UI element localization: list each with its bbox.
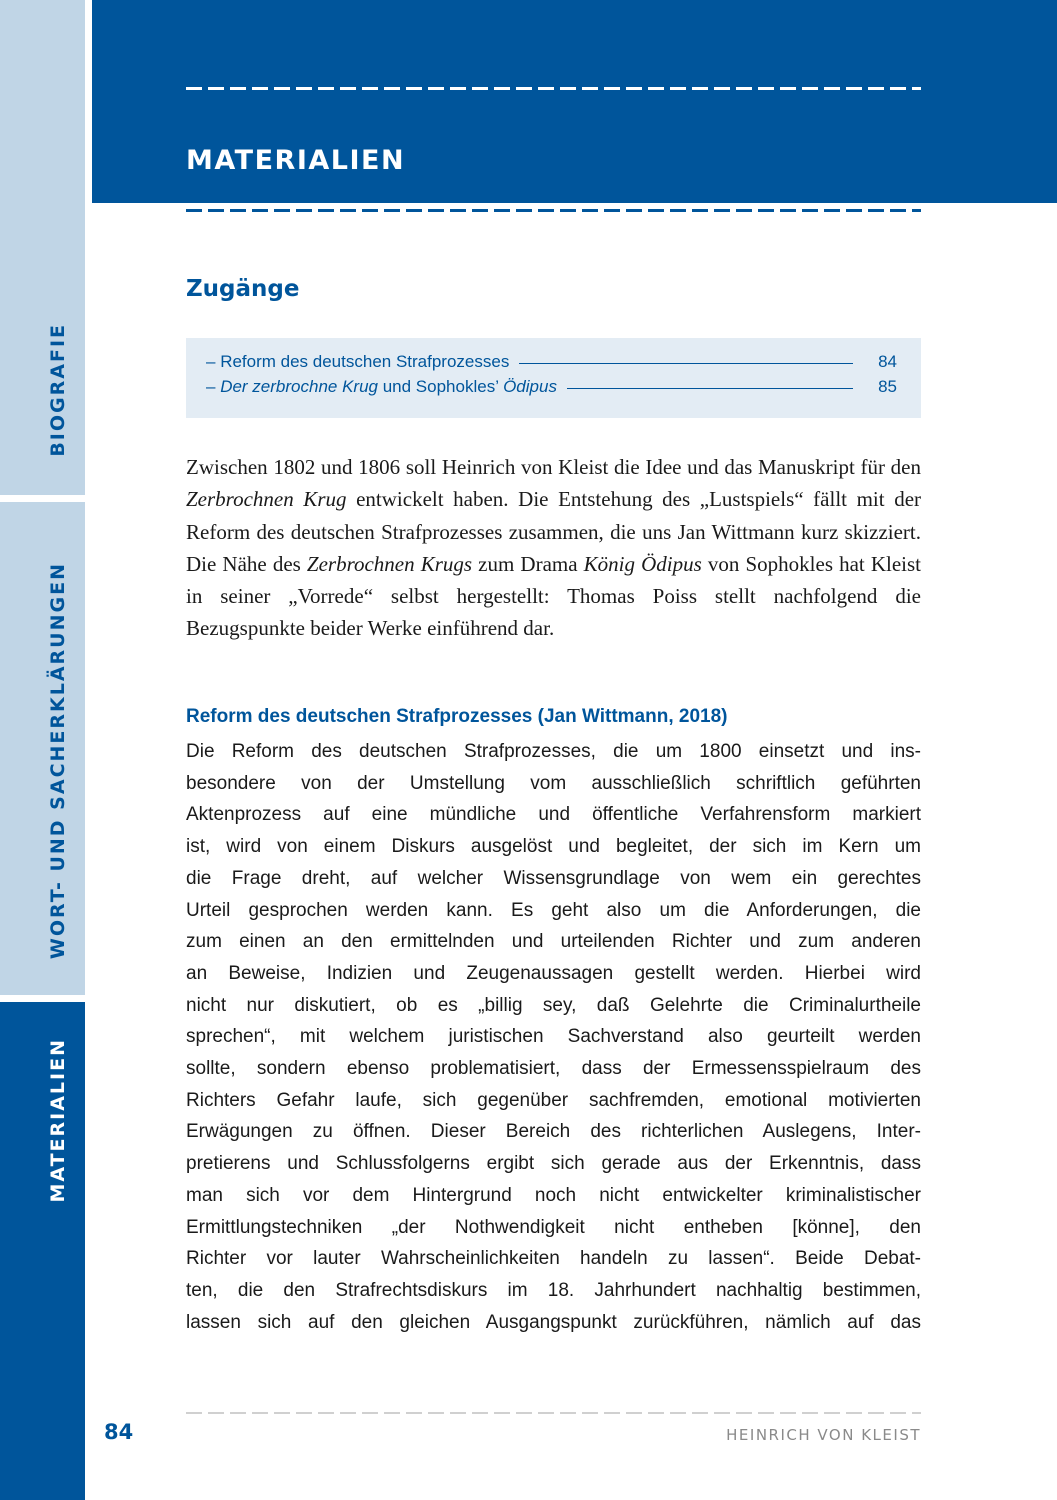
body-line: ten, die den Strafrechtsdiskurs im 18. Jahrhundert nachhaltig bestimmen, <box>186 1279 921 1301</box>
intro-paragraph: Zwischen 1802 und 1806 soll Heinrich von Kleist die Idee und das Manuskript für den Zerbrochnen Krug entwickelt haben. Die Entstehung des „Lustspiels“ fällt mit der Reform des deutschen Strafprozesses zusammen, die uns Jan Wittmann kurz skizziert. Die Nähe des Zerbrochnen Krugs zum Drama König Ödipus von Sophokles hat Kleist in seiner „Vorrede“ selbst hergestellt: Thomas Poiss stellt nachfolgend die Bezugspunkte beider Werke einführend dar. <box>186 455 922 641</box>
sidebar-tab-label: BIOGRAFIE <box>47 323 69 457</box>
sidebar-tab-wort-und-sacherklaerungen[interactable] <box>0 502 85 995</box>
header-dashed-rule-top <box>186 87 921 90</box>
body-line: Ermittlungstechniken „der Nothwendigkeit nicht entheben [könne], den <box>186 1216 921 1238</box>
body-line: lassen sich auf den gleichen Ausgangspunkt zurückführen, nämlich auf das <box>186 1311 921 1333</box>
body-line: sollte, sondern ebenso problematisiert, dass der Ermessensspielraum des <box>186 1058 921 1080</box>
body-line: die Frage dreht, auf welcher Wissensgrundlage von wem ein gerechtes <box>186 867 921 889</box>
toc-leader-line <box>567 388 853 389</box>
body-line: sprechen“, mit welchem juristischen Sachverstand also geurteilt werden <box>186 1026 921 1048</box>
sidebar-tab-biografie[interactable] <box>0 0 85 495</box>
header-dashed-rule-bottom <box>186 209 921 212</box>
toc-box <box>186 338 921 418</box>
toc-entry-title: – Reform des deutschen Strafprozesses <box>206 352 510 371</box>
sidebar-tab-materialien[interactable] <box>0 1002 85 1500</box>
toc-entry[interactable] <box>206 352 897 377</box>
body-line: Erwägungen zu öffnen. Dieser Bereich des richterlichen Auslegens, Inter- <box>186 1121 921 1143</box>
toc-leader-line <box>519 363 853 364</box>
body-line: besondere von der Umstellung vom ausschließlich schriftlich geführten <box>186 772 921 794</box>
body-line: Richters Gefahr laufe, sich gegenüber sachfremden, emotional motivierten <box>186 1089 921 1111</box>
article-heading: Reform des deutschen Strafprozesses (Jan Wittmann, 2018) <box>186 706 728 727</box>
body-line: Die Reform des deutschen Strafprozesses, die um 1800 einsetzt und ins- <box>186 741 921 762</box>
toc-entry-title: – Der zerbrochne Krug und Sophokles’ Ödipus <box>206 377 557 396</box>
article-body <box>186 736 921 1338</box>
body-line: nicht nur diskutiert, ob es „billig sey, daß Gelehrte die Criminalurtheile <box>186 994 921 1016</box>
body-line: an Beweise, Indizien und Zeugenaussagen gestellt werden. Hierbei wird <box>186 962 921 984</box>
body-line: ist, wird von einem Diskurs ausgelöst und begleitet, der sich im Kern um <box>186 836 921 858</box>
toc-page-number: 84 <box>878 352 897 371</box>
body-line: Urteil gesprochen werden kann. Es geht also um die Anforderungen, die <box>186 899 921 921</box>
chapter-title: MATERIALIEN <box>186 145 406 176</box>
page-number: 84 <box>104 1420 134 1444</box>
toc-page-number: 85 <box>878 377 897 396</box>
body-line: Aktenprozess auf eine mündliche und öffentliche Verfahrensform markiert <box>186 804 921 826</box>
sidebar-tab-label: MATERIALIEN <box>47 1038 69 1203</box>
sidebar-tab-label: WORT- UND SACHERKLÄRUNGEN <box>47 561 69 959</box>
body-line: zum einen an den ermittelnden und urteilenden Richter und zum anderen <box>186 931 921 953</box>
body-line: pretierens und Schlussfolgerns ergibt sich gerade aus der Erkenntnis, dass <box>186 1153 921 1175</box>
section-title: Zugänge <box>186 276 300 302</box>
body-line: man sich vor dem Hintergrund noch nicht entwickelter kriminalistischer <box>186 1184 921 1206</box>
footer-dashed-rule <box>186 1412 921 1414</box>
toc-entry[interactable] <box>206 377 897 402</box>
running-title: HEINRICH VON KLEIST <box>726 1426 921 1444</box>
body-line: Richter vor lauter Wahrscheinlichkeiten handeln zu lassen“. Beide Debat- <box>186 1248 921 1270</box>
